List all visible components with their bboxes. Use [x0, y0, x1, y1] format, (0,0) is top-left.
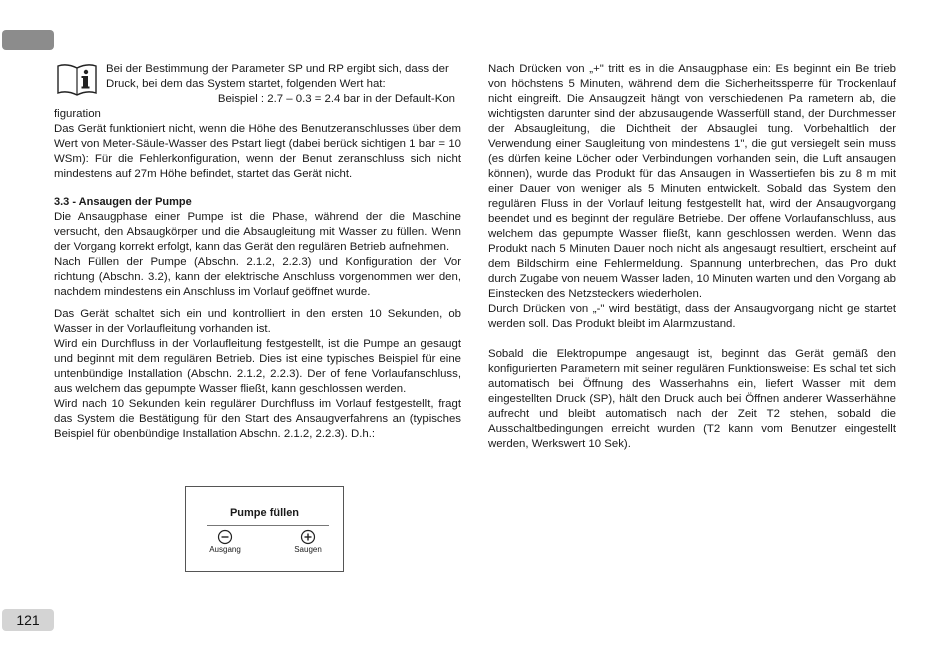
paragraph-after-filling: Nach Füllen der Pumpe (Abschn. 2.1.2, 2.2.3) und Konfiguration der Vor richtung (Abschn. 3.2), kann der elektrische Anschluss vorgenommen wer den, nachdem mindestens ein Anschluss im Vorlauf geöffnet wurde.: [54, 256, 461, 298]
right-column: [488, 62, 896, 452]
screen-divider: [207, 525, 329, 526]
page-number: 121: [2, 609, 54, 631]
paragraph-no-flow: Wird nach 10 Sekunden kein regulärer Durchfluss im Vorlauf festgestellt, fragt das System die Bestätigung für den Start des Ansaugverfahrens an (typisches Beispiel für obenbündige Installation Abschn. 2.1.2, 2.2.3). D.h.:: [54, 398, 461, 440]
prime-button: [286, 529, 330, 555]
exit-button: [203, 529, 247, 555]
screen-title: Pumpe füllen: [229, 507, 300, 519]
display-screen: [185, 486, 344, 572]
paragraph-flow-detected: Wird ein Durchfluss in der Vorlaufleitung festgestellt, ist die Pumpe an gesaugt und beginnt mit dem regulären Betrieb. Dies ist eine typisches Beispiel für eine untenbündige Installation (Abschn. 2.1.2, 2.2.3). Der of fene Vorlaufanschluss, aus welchem das gepumpte Wasser fließt, kann geschlossen werden.: [54, 338, 461, 395]
note-example: Beispiel : 2.7 – 0.3 = 2.4 bar in der Default-Kon: [217, 93, 455, 105]
plus-circle-icon: [300, 529, 316, 545]
paragraph-failure-condition: Das Gerät funktioniert nicht, wenn die Höhe des Benutzeranschlusses über dem Wert von Meter-Säule-Wasser des Pstart liegt (dabei berück sichtigen 1 bar = 10 WSm): Für die Fehlerkonfiguration, wenn der Benut zeranschluss sich nicht mindestens auf 27m Höhe befindet, startet das Gerät nicht.: [54, 123, 461, 180]
book-info-icon: [54, 62, 100, 96]
paragraph-priming-phase: Die Ansaugphase einer Pumpe ist die Phase, während der die Maschine versucht, den Absaugkörper und die Absaugleitung mit Wasser zu füllen. Wenn der Vorgang korrekt erfolgt, kann das Gerät den regulären Betrieb aufnehmen.: [54, 211, 461, 253]
exit-button-label: Ausgang: [209, 545, 241, 554]
info-note: [54, 62, 461, 107]
paragraph-minus-pressed: Durch Drücken von „-" wird bestätigt, dass der Ansaugvorgang nicht ge startet werden soll. Das Produkt bleibt im Alarmzustand.: [488, 303, 896, 330]
paragraph-normal-operation: Sobald die Elektropumpe angesaugt ist, beginnt das Gerät gemäß den konfigurierten Parametern mit seiner regulären Funktionsweise: Es schal tet sich automatisch bei Öffnung des Wasserhahns ein, liefert Wasser mit dem eingestellten Druck (SP), hält den Druck auch bei Öffnen anderer Wasserhähne aufrecht und bleibt automatisch nach der Zeit T2 stehen, sobald die Ausschaltbedingungen erreicht wurden (T2 kann vom Benutzer eingestellt werden, Werkswert 10 Sek).: [488, 348, 896, 450]
prime-button-label: Saugen: [294, 545, 322, 554]
paragraph-startup-check: Das Gerät schaltet sich ein und kontrolliert in den ersten 10 Sekunden, ob Wasser in der Vorlaufleitung vorhanden ist.: [54, 308, 461, 335]
paragraph-plus-pressed: Nach Drücken von „+" tritt es in die Ansaugphase ein: Es beginnt ein Be trieb von höchstens 5 Minuten, während dem die Sicherheitssperre für Trockenlauf nicht eingreift. Die Ansaugzeit hängt von verschiedenen Pa rametern ab, die wichtigsten darunter sind der abzusaugende Wasserfüll stand, der Durchmesser der Absaugleitung, die Dichtheit der Absauglei tung. Vorbehaltlich der Verwendung einer Saugleitung von mindestens 1", die gut versiegelt sein muss (es dürfen keine Löcher oder Verbindungen vorhanden sein, die Luft ansaugen können), wurde das Produkt für das Ansaugen in Wassertiefen bis zu 8 m mit einer Dauer von weniger als 5 Minuten entwickelt. Sobald das System den regulären Fluss in der Vorlauf leitung festgestellt hat, wird der Ansaugvorgang beendet und es beginnt der reguläre Betriebe. Der offene Vorlaufanschluss, aus welchem das gepumpte Wasser fließt, kann geschlossen werden. Wenn das Produkt nach 5 Minuten Dauer noch nicht als angesaugt resultiert, erscheint auf dem Bildschirm eine Fehlermeldung. Spannung unterbrechen, das Pro dukt durch Zugabe von neuem Wasser laden, 10 Minuten warten und den Vorgang ab Einstecken des Netzsteckers wiederholen.: [488, 63, 897, 300]
note-text: Bei der Bestimmung der Parameter SP und RP ergibt sich, dass der Druck, bei dem das System startet, folgenden Wert hat:: [106, 63, 449, 90]
note-example-continued: figuration: [54, 108, 101, 120]
left-column: [54, 62, 461, 442]
section-heading: 3.3 - Ansaugen der Pumpe: [54, 196, 192, 208]
language-tab: [2, 30, 54, 50]
minus-circle-icon: [217, 529, 233, 545]
